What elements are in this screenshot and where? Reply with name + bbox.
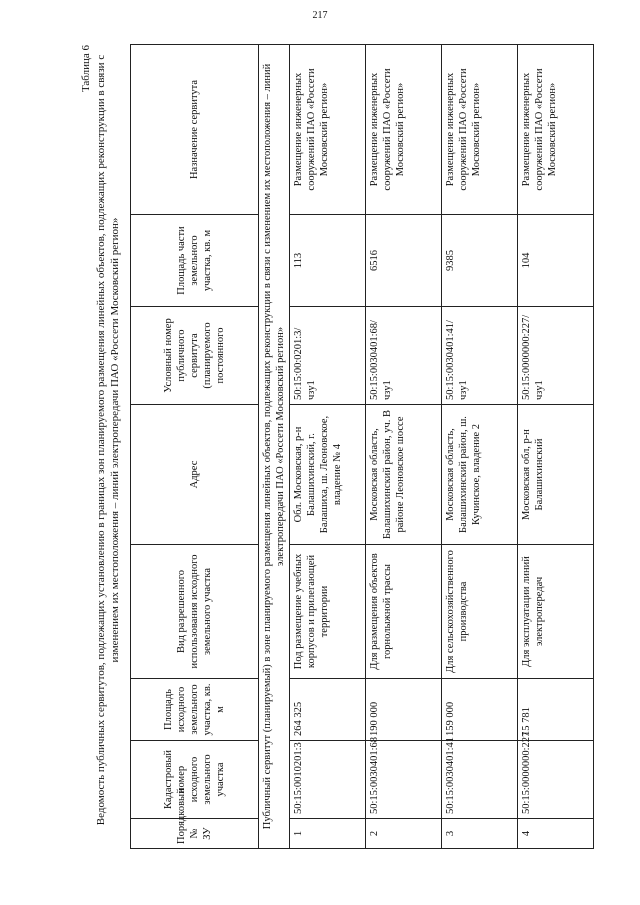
document-title: Ведомость публичных сервитутов, подлежащих установлению в границах зон планируемого размещения линейных объектов, подлежащих реконструкции в связи с изменением их местоположения – линий электропередачи ПАО «Россети Московский регион» — [95, 54, 121, 826]
header-cell: Адрес — [131, 405, 259, 545]
land-area: 15 781 — [518, 679, 594, 741]
header-cell: Площадь части земельного участка, кв. м — [131, 215, 259, 307]
table-row — [518, 45, 594, 849]
servitude-table — [130, 44, 594, 849]
row-number: 1 — [290, 819, 366, 849]
servitude-number: 50:15:0030401:41/чзу1 — [442, 307, 518, 405]
header-cell: Порядковый № ЗУ — [131, 819, 259, 849]
rotated-page-content — [20, 15, 620, 885]
servitude-purpose: Размещение инженерных сооружений ПАО «Россети Московский регион» — [442, 45, 518, 215]
servitude-number: 50:15:00:0201:3/чзу1 — [290, 307, 366, 405]
table-row — [442, 45, 518, 849]
table-label: Таблица 6 — [80, 45, 92, 93]
cadastral-number: 50:15:0030401:41 — [442, 741, 518, 819]
permitted-use: Для размещения объектов горнолыжной трассы — [366, 545, 442, 679]
cadastral-number: 50:15:0010201:3 — [290, 741, 366, 819]
header-cell: Условный номер публичного сервитута (планируемого постоянного — [131, 307, 259, 405]
header-cell: Назначение сервитута — [131, 45, 259, 215]
servitude-number: 50:15:0000000:227/чзу1 — [518, 307, 594, 405]
header-cell: Вид разрешенного использования исходного земельного участка — [131, 545, 259, 679]
permitted-use: Для сельскохозяйственного производства — [442, 545, 518, 679]
header-cell: Кадастровый номер исходного земельного участка — [131, 741, 259, 819]
table-row — [366, 45, 442, 849]
land-area: 159 000 — [442, 679, 518, 741]
address: Московская область, Балашихинский район, уч. В районе Леоновское шоссе — [366, 405, 442, 545]
servitude-purpose: Размещение инженерных сооружений ПАО «Россети Московский регион» — [366, 45, 442, 215]
part-area: 6516 — [366, 215, 442, 307]
servitude-number: 50:15:0030401:68/чзу1 — [366, 307, 442, 405]
land-area: 264 325 — [290, 679, 366, 741]
row-number: 3 — [442, 819, 518, 849]
header-row — [131, 45, 259, 849]
cadastral-number: 50:15:0030401:68 — [366, 741, 442, 819]
cadastral-number: 50:15:0000000:227 — [518, 741, 594, 819]
address: Обл. Московская, р-н Балашихинский, г. Балашиха, ш. Леоновское, владение № 4 — [290, 405, 366, 545]
permitted-use: Для эксплуатации линий электропередач — [518, 545, 594, 679]
part-area: 104 — [518, 215, 594, 307]
servitude-purpose: Размещение инженерных сооружений ПАО «Россети Московский регион» — [290, 45, 366, 215]
land-area: 190 000 — [366, 679, 442, 741]
row-number: 2 — [366, 819, 442, 849]
part-area: 113 — [290, 215, 366, 307]
section-title: Публичный сервитут (планируемый) в зоне планируемого размещения линейных объектов, подлежащих реконструкции в связи с изменением их местоположения – линий электропередачи ПАО «Россети Московский регион» — [259, 45, 290, 849]
table-row — [290, 45, 366, 849]
row-number: 4 — [518, 819, 594, 849]
permitted-use: Под размещение учебных корпусов и прилегающей территории — [290, 545, 366, 679]
servitude-purpose: Размещение инженерных сооружений ПАО «Россети Московский регион» — [518, 45, 594, 215]
part-area: 9385 — [442, 215, 518, 307]
address: Московская область, Балашихинский район, ш. Кучинское, владение 2 — [442, 405, 518, 545]
header-cell: Площадь исходного земельного участка, кв. м — [131, 679, 259, 741]
section-row — [259, 45, 290, 849]
address: Московская обл, р-н Балашихинский — [518, 405, 594, 545]
page-number: 217 — [312, 10, 328, 21]
